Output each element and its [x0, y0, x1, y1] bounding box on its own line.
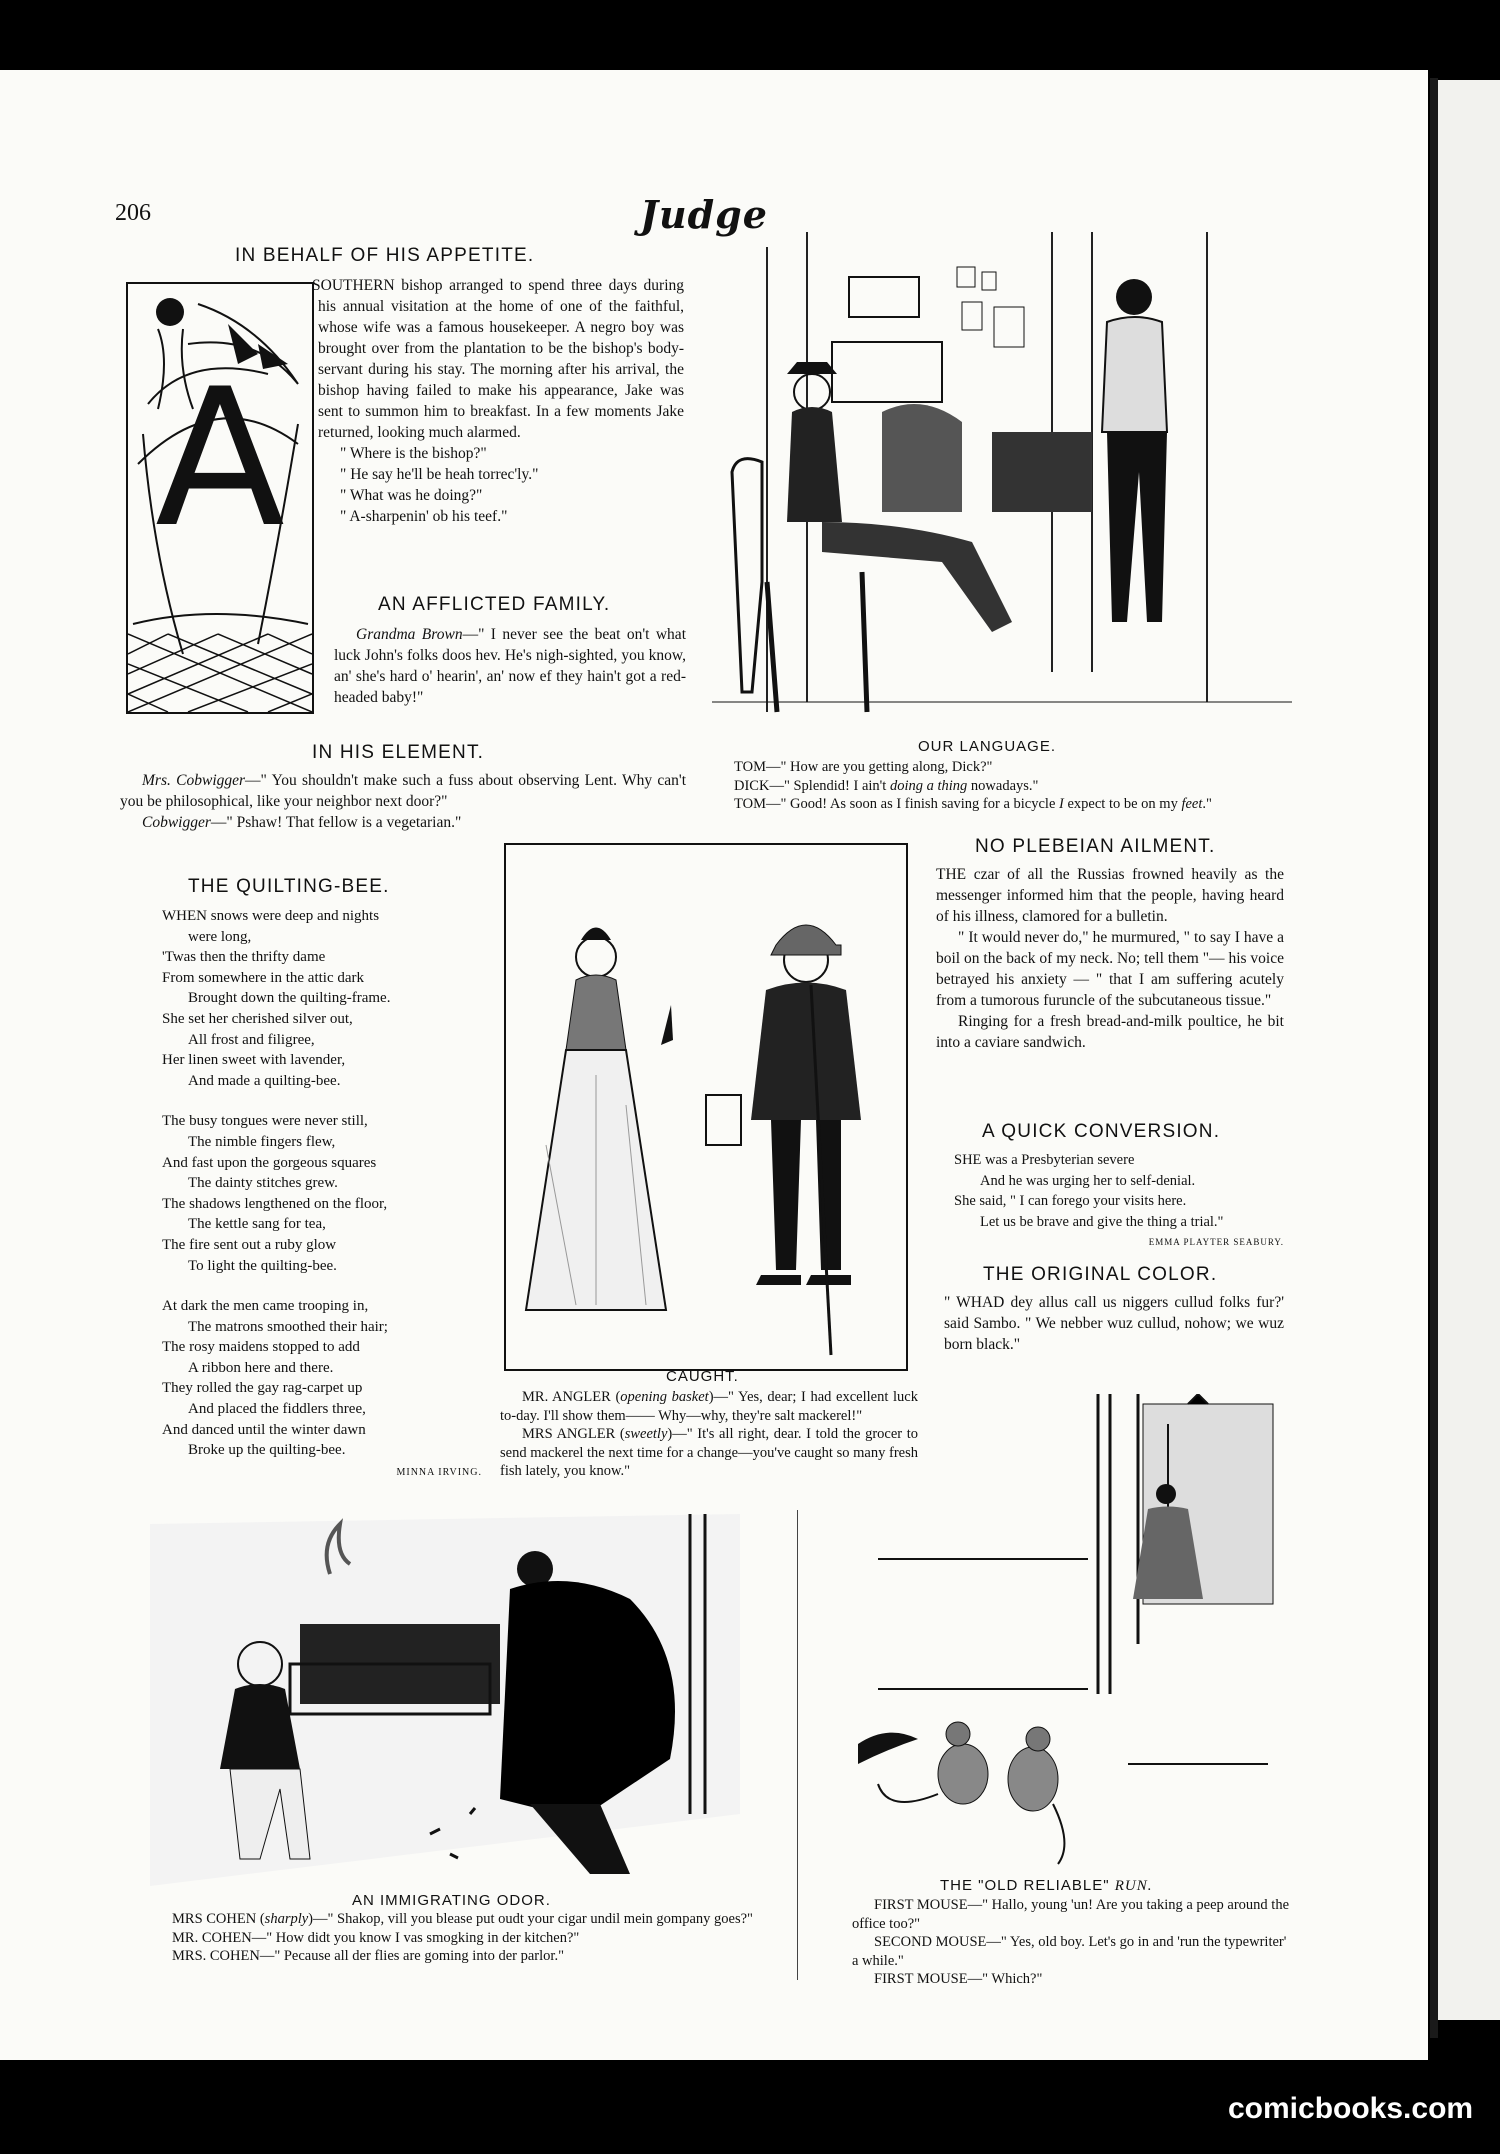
poem-line: The fire sent out a ruby glow	[162, 1236, 337, 1253]
poem-line: Her linen sweet with lavender,	[162, 1052, 346, 1069]
poem-line: The kettle sang for tea,	[188, 1216, 326, 1233]
language-tom-2a: TOM—" Good! As soon as I finish saving for a bicycle	[734, 796, 1060, 812]
color-title: THE ORIGINAL COLOR.	[983, 1264, 1218, 1285]
page-number: 206	[115, 200, 151, 226]
element-text-2: —" Pshaw! That fellow is a vegetarian."	[210, 814, 462, 831]
reliable-title	[940, 1877, 1152, 1895]
poem-line: were long,	[188, 928, 252, 945]
plebeian-title: NO PLEBEIAN AILMENT.	[975, 836, 1216, 857]
element-title: IN HIS ELEMENT.	[312, 742, 485, 763]
caught-caption: MR. ANGLER (opening basket)—" Yes, dear; I had excellent luck to-day. I'll show them—— Why—why, they're salt mackerel!" MRS ANGLER (sweetly)—" It's all right, dear. I told the grocer to send mackerel the next time for a change—you've caught so many fresh fish lately, you know."	[500, 1389, 918, 1479]
odor-title: AN IMMIGRATING ODOR.	[352, 1892, 551, 1909]
poem-line: WHEN snows were deep and nights	[162, 908, 380, 924]
plebeian-paragraph-2: " It would never do," he murmured, " to say I have a boil on the back of my neck. No; tell them "— his voice betrayed his anxiety — " that I am suffering acutely from a tumorous furuncle of the subcutaneous tissue."	[936, 929, 1284, 1009]
quilting-title: THE QUILTING-BEE.	[188, 876, 390, 897]
reliable-title-i: RUN.	[1114, 1878, 1153, 1894]
caught-title: CAUGHT.	[666, 1368, 739, 1385]
element-speaker-2: Cobwigger	[142, 814, 211, 831]
poem-line: The dainty stitches grew.	[188, 1175, 338, 1192]
afflicted-text: —" I never see the beat on't what luck John's folks doos hev. He's nigh-sighted, you know, an' she's hard o' hearin', an' now ef they hain't got a red-headed baby!"	[334, 626, 686, 706]
column-rule	[797, 1510, 798, 1980]
parlor-scene-icon	[712, 232, 1292, 724]
odor-speaker-1: MRS COHEN	[172, 1911, 257, 1927]
poem-line: 'Twas then the thrifty dame	[162, 949, 326, 966]
language-tom-1: TOM—" How are you getting along, Dick?"	[734, 759, 993, 775]
poem-line: And made a quilting-bee.	[188, 1072, 341, 1089]
binding-edge	[1430, 78, 1438, 2038]
poem-line: A ribbon here and there.	[188, 1359, 334, 1376]
afflicted-speaker: Grandma Brown	[356, 626, 463, 643]
plebeian-paragraph-3: Ringing for a fresh bread-and-milk poultice, he bit into a caviare sandwich.	[936, 1013, 1284, 1051]
poem-line: They rolled the gay rag-carpet up	[162, 1380, 363, 1397]
poem-line: The nimble fingers flew,	[188, 1133, 336, 1150]
poem-line: The busy tongues were never still,	[162, 1113, 368, 1130]
language-tom-2i2: feet	[1181, 796, 1203, 812]
afflicted-title: AN AFFLICTED FAMILY.	[378, 594, 611, 615]
language-caption	[712, 758, 1292, 814]
quilting-author: MINNA IRVING.	[396, 1466, 482, 1478]
reliable-caption	[852, 1896, 1296, 1989]
bishop-paragraph: SOUTHERN bishop arranged to spend three days during his annual visitation at the home of one of the faithful, whose wife was a famous housekeeper. A negro boy was brought over from the plantation to be the bishop's body-servant during his stay. The morning after his arrival, the bishop having failed to make his appearance, Jake was sent to summon him to breakfast. In a few moments Jake returned, looking much alarmed.	[312, 277, 684, 441]
odor-caption: MRS COHEN (sharply)—" Shakop, vill you blease put oudt your cigar undil mein gompany goes?" MR. COHEN—" How didt you know I vas smogking in der kitchen?" MRS. COHEN—" Pecause all der flies are goming into der parlor."	[150, 1910, 760, 1966]
reliable-text-2: SECOND MOUSE—" Yes, old boy. Let's go in and 'run the typewriter' a while."	[852, 1934, 1287, 1969]
conversion-line: And he was urging her to self-denial.	[980, 1172, 1196, 1189]
poem-line: The matrons smoothed their hair;	[188, 1318, 388, 1335]
language-title: OUR LANGUAGE.	[918, 738, 1057, 755]
odor-aside-1: sharply	[264, 1911, 309, 1927]
odor-text-3: MRS. COHEN—" Pecause all der flies are goming into der parlor."	[172, 1948, 564, 1964]
art-nouveau-initial-icon	[128, 284, 312, 712]
afflicted-story	[334, 624, 686, 708]
bishop-line-4: " A-sharpenin' ob his teef."	[340, 508, 508, 525]
angler-couple-icon	[506, 845, 906, 1369]
reliable-title-a: THE "OLD RELIABLE"	[940, 1877, 1115, 1894]
conversion-line: Let us be brave and give the thing a trial."	[980, 1213, 1224, 1230]
element-speaker-1: Mrs. Cobwigger	[142, 772, 246, 789]
poem-line: From somewhere in the attic dark	[162, 969, 365, 986]
bishop-title: IN BEHALF OF HIS APPETITE.	[235, 245, 535, 266]
bishop-line-3: " What was he doing?"	[340, 487, 483, 504]
conversion-poem	[954, 1150, 1284, 1253]
conversion-title: A QUICK CONVERSION.	[982, 1121, 1221, 1142]
poem-line: Brought down the quilting-frame.	[188, 990, 391, 1007]
conversion-line: She said, " I can forego your visits here.	[954, 1193, 1187, 1210]
poem-line: And danced until the winter dawn	[162, 1421, 366, 1438]
reliable-text-3: FIRST MOUSE—" Which?"	[874, 1971, 1043, 1987]
masthead: Judge	[640, 192, 768, 237]
caught-speaker-1: MR. ANGLER	[522, 1389, 611, 1405]
poem-line: All frost and filigree,	[188, 1031, 315, 1048]
reliable-text-1: FIRST MOUSE—" Hallo, young 'un! Are you taking a peep around the office too?"	[852, 1897, 1290, 1932]
language-dick-i: doing a thing	[889, 777, 968, 794]
element-text-1: —" You shouldn't make such a fuss about observing Lent. Why can't you be philosophical, like your neighbor next door?"	[120, 772, 687, 810]
language-tom-2c: ."	[1202, 796, 1212, 812]
conversion-author: EMMA PLAYTER SEABURY.	[1148, 1237, 1284, 1248]
caught-text-2: —" It's all right, dear. I told the grocer to send mackerel the next time for a change—you've caught so many fresh fish lately, you know."	[500, 1426, 918, 1479]
poem-line: And fast upon the gorgeous squares	[162, 1154, 377, 1171]
bishop-line-1: " Where is the bishop?"	[340, 445, 487, 462]
bishop-story	[312, 275, 684, 527]
caught-text-1: —" Yes, dear; I had excellent luck to-day. I'll show them—— Why—why, they're salt mackerel!"	[500, 1389, 918, 1424]
quilting-poem	[162, 906, 482, 1483]
odor-illustration	[150, 1514, 740, 1886]
caught-speaker-2: MRS ANGLER	[522, 1426, 616, 1442]
language-tom-2b: expect to be on my	[1063, 796, 1182, 812]
poem-line: And placed the fiddlers three,	[188, 1401, 366, 1418]
next-page-strip	[1438, 80, 1500, 2020]
plebeian-paragraph-1: THE czar of all the Russias frowned heavily as the messenger informed him that the people, having heard of his illness, clamored for a bulletin.	[936, 866, 1284, 925]
odor-text-2: MR. COHEN—" How didt you know I vas smogking in der kitchen?"	[172, 1929, 580, 1946]
mice-office-icon	[848, 1394, 1288, 1872]
plebeian-story	[936, 864, 1284, 1053]
color-story: " WHAD dey allus call us niggers cullud folks fur?' said Sambo. " We nebber wuz cullud, nohow; we wuz born black."	[944, 1294, 1284, 1353]
ornamental-initial-a	[126, 282, 314, 714]
odor-text-1: —" Shakop, vill you blease put oudt your cigar undil mein gompany goes?"	[313, 1911, 753, 1927]
bishop-line-2: " He say he'll be heah torrec'ly."	[340, 466, 539, 483]
caught-illustration	[504, 843, 908, 1371]
language-dick-b: nowadays."	[967, 777, 1039, 794]
our-language-illustration	[712, 232, 1292, 724]
reliable-illustration	[848, 1394, 1288, 1872]
language-dick-a: DICK—" Splendid! I ain't	[734, 777, 890, 794]
poem-line: To light the quilting-bee.	[188, 1257, 337, 1274]
svg-text:A: A	[155, 348, 285, 569]
caught-aside-2: sweetly	[624, 1426, 668, 1442]
poem-line: The shadows lengthened on the floor,	[162, 1195, 388, 1212]
poem-line: Broke up the quilting-bee.	[188, 1442, 346, 1459]
language-tom-2i: I	[1059, 796, 1064, 812]
watermark: comicbooks.com	[1228, 2092, 1474, 2125]
poem-line: The rosy maidens stopped to add	[162, 1339, 360, 1356]
poem-line: She set her cherished silver out,	[162, 1010, 353, 1027]
kitchen-scene-icon	[150, 1514, 740, 1886]
poem-line: At dark the men came trooping in,	[162, 1298, 369, 1315]
element-story	[120, 770, 686, 833]
caught-aside-1: opening basket	[620, 1389, 709, 1405]
conversion-line: SHE was a Presbyterian severe	[954, 1152, 1135, 1168]
